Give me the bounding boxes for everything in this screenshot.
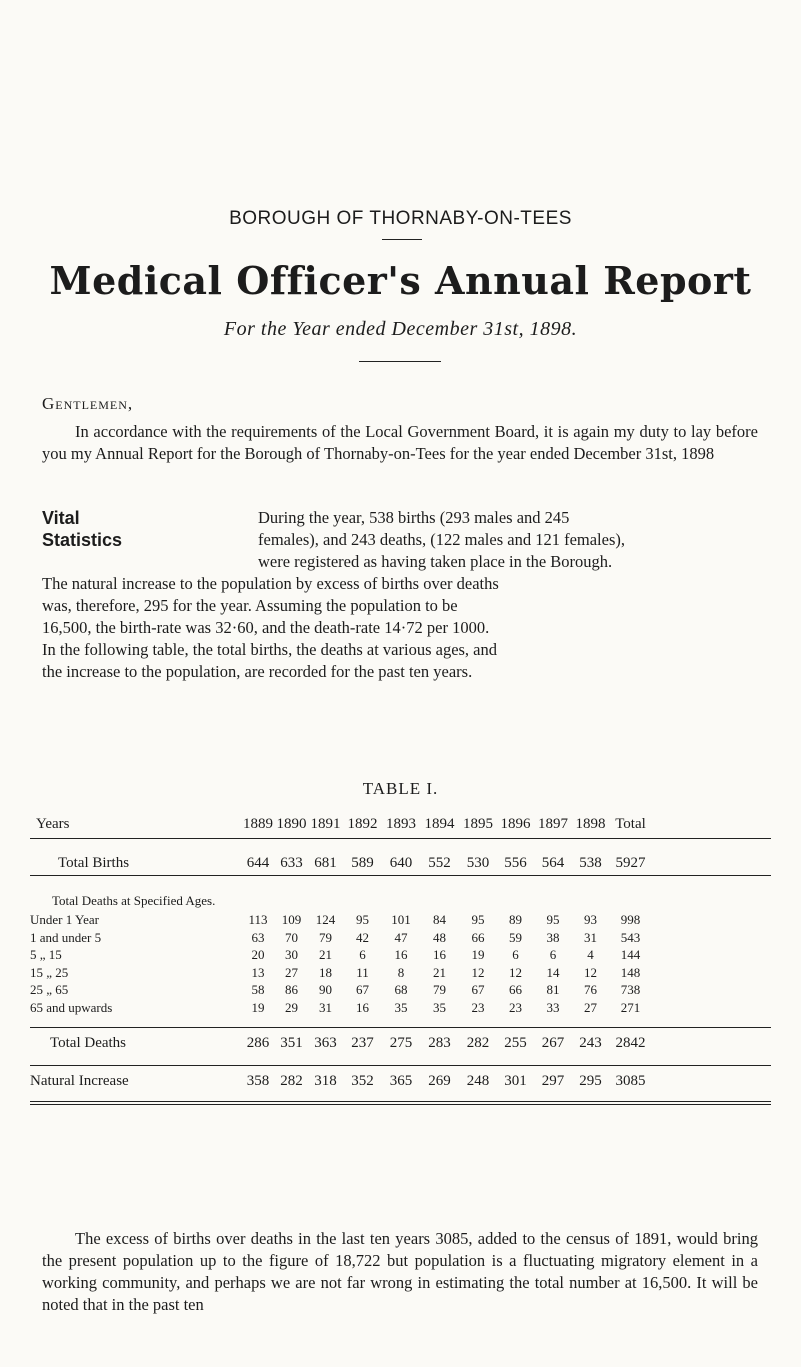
table-cell: 1896 xyxy=(500,816,531,832)
table-cell: 1889 xyxy=(243,816,273,832)
table-cell: 42 xyxy=(356,929,369,945)
table-cell: 3085 xyxy=(615,1073,646,1089)
table-cell: 1893 xyxy=(386,816,416,832)
table-cell: 267 xyxy=(541,1035,565,1051)
table-cell: 18 xyxy=(319,964,332,980)
table-cell: 95 xyxy=(546,912,560,927)
table-cell: 282 xyxy=(280,1073,303,1089)
table-cell: 66 xyxy=(509,982,522,997)
closing-paragraph: The excess of births over deaths in the last ten years 3085, added to the census of 1891, would bring the present population up to the figure of 18,722 but population is a fluctuating migratory element in a working community, and perhaps we are not far wrong in estimating the total number at 16,500. It will be noted that in the past ten xyxy=(42,1229,758,1314)
table-cell: 12 xyxy=(584,964,597,980)
table-rule xyxy=(30,838,771,839)
row-label: Total Deaths xyxy=(50,1035,127,1051)
table-cell: 70 xyxy=(285,929,298,945)
table-cell: 351 xyxy=(280,1035,303,1051)
table-cell: 640 xyxy=(389,855,413,871)
table-cell: 6 xyxy=(512,947,519,962)
table-cell: 90 xyxy=(319,982,332,997)
table-cell: 79 xyxy=(433,982,446,997)
table-cell: 81 xyxy=(546,982,560,997)
table-cell: 68 xyxy=(394,982,408,997)
short-divider xyxy=(382,239,422,240)
table-cell: 237 xyxy=(351,1035,374,1051)
natural-increase-row xyxy=(30,1073,771,1093)
table-cell: 101 xyxy=(391,912,411,927)
table-cell: 13 xyxy=(251,964,265,980)
table-cell: 20 xyxy=(251,947,265,962)
table-cell: 282 xyxy=(466,1035,490,1051)
table-rule xyxy=(30,1101,771,1102)
table-cell: 113 xyxy=(248,912,268,927)
table-cell: 48 xyxy=(433,929,446,945)
report-subtitle: For the Year ended December 31st, 1898. xyxy=(223,318,578,340)
vital-line: the increase to the population, are recorded for the past ten years. xyxy=(42,662,473,681)
table-cell: 1891 xyxy=(310,816,341,832)
table-cell: 543 xyxy=(620,929,641,945)
table-cell: 1897 xyxy=(538,816,568,832)
table-cell: 564 xyxy=(541,855,565,871)
vital-line: In the following table, the total births, the deaths at various ages, and xyxy=(42,640,498,659)
table-cell: 58 xyxy=(251,982,265,997)
table-cell: 95 xyxy=(471,912,485,927)
deaths-heading-label: Total Deaths at Specified Ages. xyxy=(52,893,216,908)
table-cell: 84 xyxy=(433,912,446,927)
table-cell: 27 xyxy=(584,999,597,1015)
table-cell: 23 xyxy=(509,999,522,1015)
row-label: Total Births xyxy=(58,855,130,871)
table-cell: 86 xyxy=(285,982,298,997)
vital-line: The natural increase to the population by excess of births over deaths xyxy=(42,574,499,593)
vital-heading: Vital xyxy=(42,508,80,528)
vital-line: was, therefore, 295 for the year. Assuming the population to be xyxy=(42,596,458,615)
total-births-row xyxy=(30,855,771,875)
row-label: 15 „ 25 xyxy=(30,964,69,980)
table-cell: 5927 xyxy=(615,855,646,871)
table-cell: 35 xyxy=(394,999,408,1015)
intro-paragraph: In accordance with the requirements of the Local Government Board, it is again my duty to lay before you my Annual Report for the Borough of Thornaby-on-Tees for the year ended December 31st, 1898 xyxy=(42,422,758,463)
table-cell: 248 xyxy=(466,1073,490,1089)
table-cell: 998 xyxy=(620,912,641,927)
table-cell: 16 xyxy=(433,947,446,962)
table-cell: 295 xyxy=(579,1073,602,1089)
table-cell: 644 xyxy=(246,855,270,871)
table-cell: 2842 xyxy=(615,1035,646,1051)
table-rule xyxy=(30,1027,771,1028)
table-cell: 33 xyxy=(546,999,560,1015)
vital-line: 16,500, the birth-rate was 32·60, and the death-rate 14·72 per 1000. xyxy=(42,618,490,637)
borough-heading: BOROUGH OF THORNABY-ON-TEES xyxy=(229,208,572,229)
table-cell: 23 xyxy=(471,999,485,1015)
table-cell: 16 xyxy=(394,947,408,962)
table-cell: 1895 xyxy=(463,816,493,832)
table-cell: 21 xyxy=(433,964,446,980)
table-cell: 589 xyxy=(351,855,374,871)
table-cell: 19 xyxy=(251,999,265,1015)
row-label: 25 „ 65 xyxy=(30,982,69,997)
table-rule xyxy=(30,1065,771,1066)
table-cell: 633 xyxy=(280,855,303,871)
row-label: Natural Increase xyxy=(30,1073,129,1089)
row-label: 65 and upwards xyxy=(30,999,113,1015)
vital-line: were registered as having taken place in the Borough. xyxy=(258,552,613,571)
table-cell: 538 xyxy=(579,855,602,871)
table-cell: 271 xyxy=(620,999,641,1015)
table-cell: 16 xyxy=(356,999,369,1015)
table-title: TABLE I. xyxy=(362,779,439,798)
table-cell: 286 xyxy=(246,1035,270,1051)
table-cell: 1892 xyxy=(347,816,378,832)
table-cell: 352 xyxy=(351,1073,374,1089)
table-cell: 738 xyxy=(620,982,641,997)
table-cell: 38 xyxy=(546,929,560,945)
table-cell: 12 xyxy=(509,964,522,980)
header-row xyxy=(30,816,771,836)
table-cell: 301 xyxy=(504,1073,527,1089)
table-cell: 124 xyxy=(315,912,336,927)
table-cell: 63 xyxy=(251,929,265,945)
table-cell: 79 xyxy=(319,929,332,945)
table-cell: 4 xyxy=(587,947,594,962)
table-cell: 148 xyxy=(620,964,641,980)
table-cell: 297 xyxy=(541,1073,565,1089)
table-cell: 365 xyxy=(389,1073,413,1089)
row-label: 5 „ 15 xyxy=(30,947,62,962)
table-cell: 358 xyxy=(246,1073,270,1089)
table-cell: 1890 xyxy=(276,816,307,832)
table-cell: 14 xyxy=(546,964,560,980)
table-cell: 556 xyxy=(504,855,527,871)
table-cell: 21 xyxy=(319,947,332,962)
table-rule xyxy=(30,1104,771,1105)
table-cell: 59 xyxy=(509,929,522,945)
table-cell: 95 xyxy=(356,912,369,927)
salutation: Gentlemen, xyxy=(42,394,134,413)
age-row xyxy=(30,1000,771,1020)
table-cell: 318 xyxy=(314,1073,337,1089)
table-cell: 89 xyxy=(509,912,522,927)
row-label: 1 and under 5 xyxy=(30,929,102,945)
row-label: Years xyxy=(36,816,70,832)
table-cell: 530 xyxy=(466,855,490,871)
table-cell: 283 xyxy=(428,1035,451,1051)
table-cell: 144 xyxy=(620,947,641,962)
table-cell: 30 xyxy=(285,947,298,962)
statistics-heading: Statistics xyxy=(42,530,123,550)
table-cell: 67 xyxy=(471,982,485,997)
table-cell: 31 xyxy=(584,929,597,945)
table-cell: 27 xyxy=(285,964,298,980)
table-cell: 1898 xyxy=(575,816,606,832)
table-cell: 47 xyxy=(394,929,408,945)
total-deaths-row xyxy=(30,1035,771,1055)
vital-line: females), and 243 deaths, (122 males and 121 females), xyxy=(258,530,626,549)
table-cell: 1894 xyxy=(424,816,455,832)
table-cell: 109 xyxy=(281,912,302,927)
table-cell: 681 xyxy=(314,855,337,871)
table-cell: 12 xyxy=(471,964,485,980)
table-cell: 31 xyxy=(319,999,332,1015)
table-cell: Total xyxy=(615,816,646,832)
deaths-heading xyxy=(30,893,771,913)
table-cell: 6 xyxy=(549,947,557,962)
table-cell: 93 xyxy=(584,912,597,927)
table-cell: 11 xyxy=(356,964,369,980)
report-title: Medical Officer's Annual Report xyxy=(49,258,752,303)
table-cell: 255 xyxy=(504,1035,527,1051)
table-cell: 363 xyxy=(314,1035,337,1051)
table-cell: 35 xyxy=(433,999,446,1015)
title-divider xyxy=(359,361,441,362)
table-cell: 243 xyxy=(579,1035,602,1051)
row-label: Under 1 Year xyxy=(30,912,99,927)
table-cell: 76 xyxy=(584,982,597,997)
table-cell: 275 xyxy=(389,1035,413,1051)
table-cell: 8 xyxy=(397,964,405,980)
vital-statistics-paragraph xyxy=(42,507,758,683)
table-cell: 552 xyxy=(428,855,451,871)
table-cell: 66 xyxy=(471,929,485,945)
table-cell: 29 xyxy=(285,999,298,1015)
vital-line: During the year, 538 births (293 males and 245 xyxy=(258,508,570,527)
table-rule xyxy=(30,875,771,876)
table-cell: 19 xyxy=(471,947,485,962)
table-cell: 269 xyxy=(428,1073,451,1089)
table-cell: 67 xyxy=(356,982,369,997)
table-cell: 6 xyxy=(359,947,366,962)
